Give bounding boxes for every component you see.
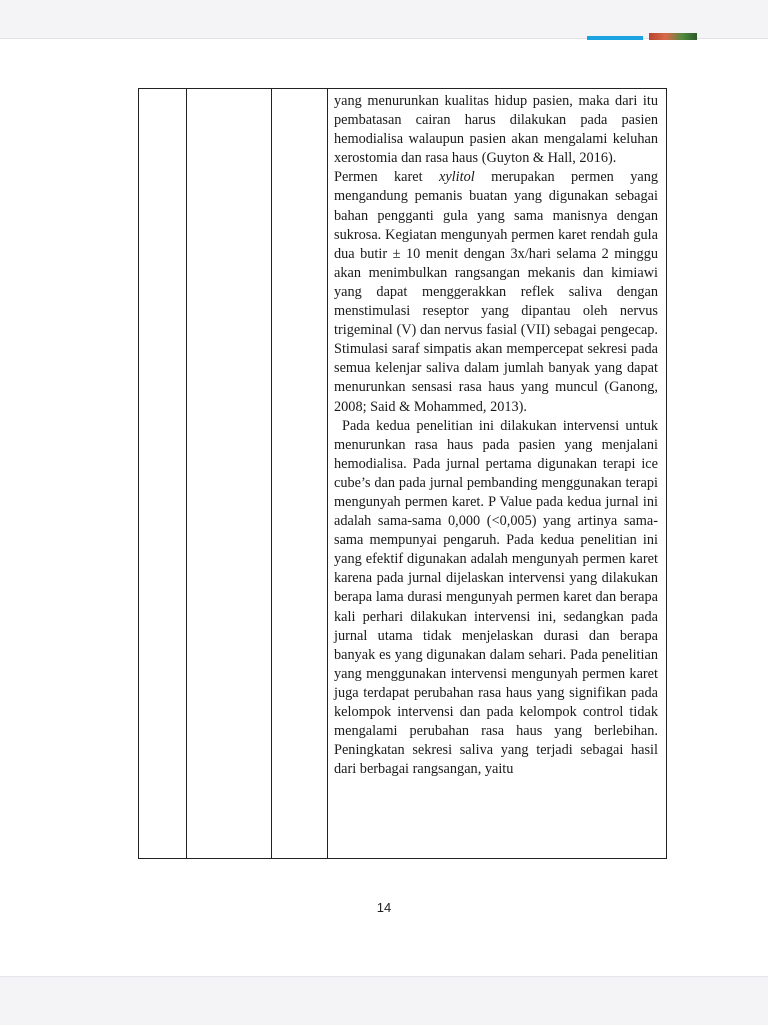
viewer-accent-bar bbox=[587, 36, 643, 40]
table-column-divider-1 bbox=[186, 89, 187, 858]
page-number: 14 bbox=[376, 900, 392, 915]
paragraph-2 bbox=[334, 168, 658, 416]
paragraph-2-lead: Permen karet bbox=[334, 169, 439, 186]
document-table bbox=[138, 88, 667, 859]
paragraph-1: yang menurunkan kualitas hidup pasien, maka dari itu pembatasan cairan harus dilakukan pada pasien hemodialisa walaupun pasien akan mengalami keluhan xerostomia dan rasa haus (Guyton & Hall, 2016). bbox=[334, 93, 658, 167]
table-text-cell bbox=[334, 89, 658, 779]
viewer-bottom-band bbox=[0, 976, 768, 1025]
paragraph-2-rest: merupakan permen yang mengandung pemanis buatan yang digunakan sebagai bahan pengganti gula yang sama manisnya dengan sukrosa. Kegiatan mengunyah permen karet rendah gula dua butir ± 10 menit dengan 3x/hari selama 2 minggu akan menimbulkan rangsangan mekanis dan kimiawi yang dapat menggerakkan reflek saliva dengan menstimulasi reseptor yang dipantau oleh nervus trigeminal (V) dan nervus fasial (VII) sebagai pengecap. Stimulasi saraf simpatis akan mempercepat sekresi pada semua kelenjar saliva dalam jumlah banyak yang dapat menurunkan sensasi rasa haus yang muncul (Ganong, 2008; Said & Mohammed, 2013). bbox=[334, 169, 658, 415]
table-column-divider-2 bbox=[271, 89, 272, 858]
viewer-thumbnail-strip bbox=[649, 33, 697, 40]
paragraph-2-italic-term: xylitol bbox=[438, 169, 475, 186]
table-column-divider-3 bbox=[327, 89, 328, 858]
paragraph-3: Pada kedua penelitian ini dilakukan intervensi untuk menurunkan rasa haus pada pasien yang menjalani hemodialisa. Pada jurnal pertama digunakan terapi ice cube’s dan pada jurnal pembanding menggunakan terapi mengunyah permen karet. P Value pada kedua jurnal ini adalah sama-sama 0,000 (<0,005) yang artinya sama-sama mempunyai pengaruh. Pada kedua penelitian ini yang efektif digunakan adalah mengunyah permen karet karena pada jurnal dijelaskan intervensi yang dilakukan berapa lama durasi mengunyah permen karet dan berapa kali perhari dilakukan intervensi ini, sedangkan pada jurnal utama tidak menjelaskan durasi dan berapa banyak es yang digunakan dalam sehari. Pada penelitian yang menggunakan intervensi mengunyah permen karet juga terdapat perubahan rasa haus yang signifikan pada kelompok intervensi dan pada kelompok control tidak mengalami perubahan rasa haus yang berlebihan. Peningkatan sekresi saliva yang terjadi sebagai hasil dari berbagai rangsangan, yaitu bbox=[334, 417, 658, 778]
